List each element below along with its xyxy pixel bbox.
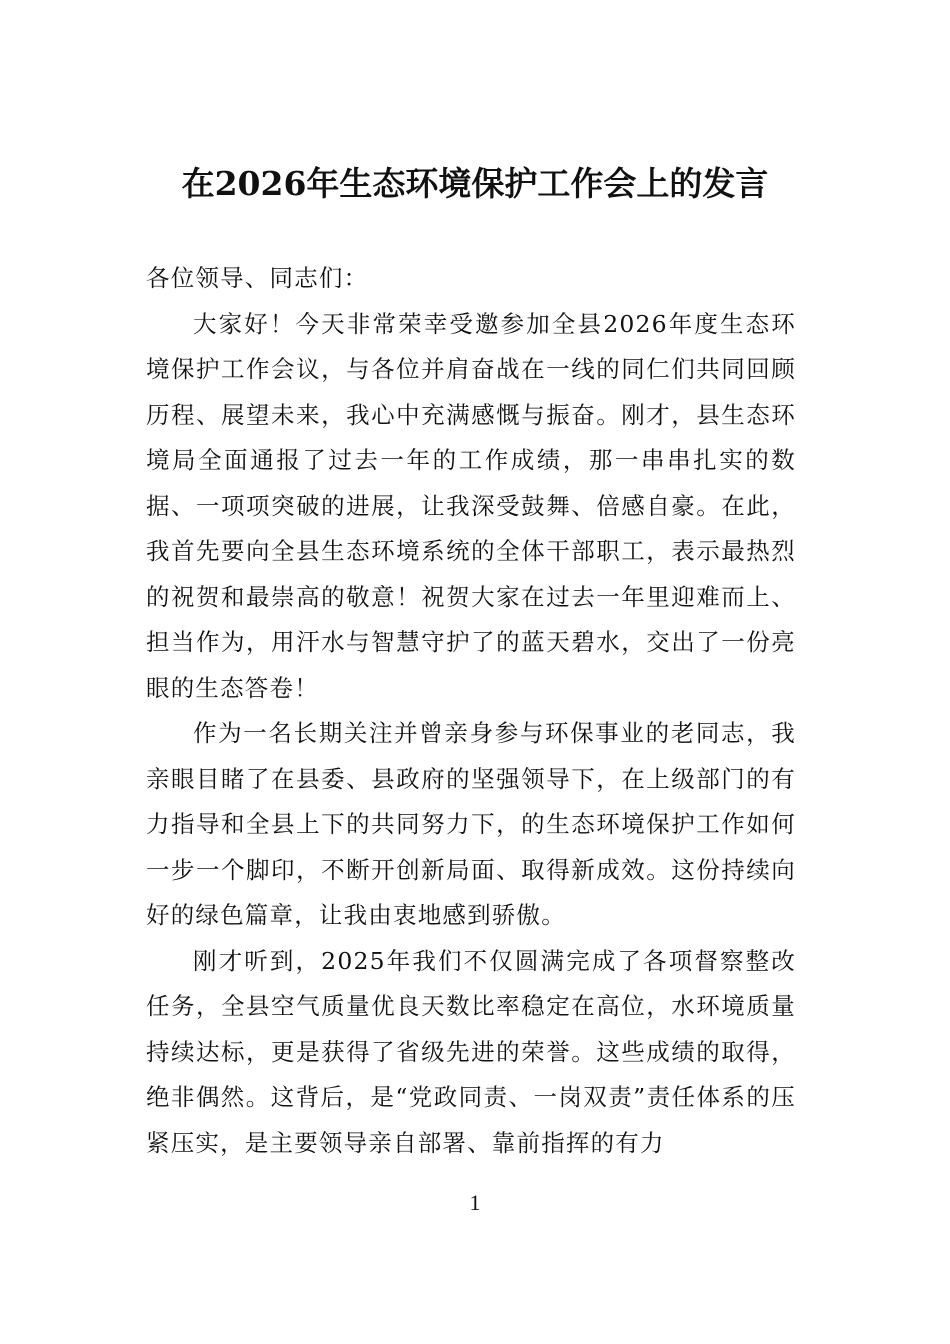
page-number: 1	[469, 1190, 481, 1215]
paragraph-3: 刚才听到，2025年我们不仅圆满完成了各项督察整改任务，全县空气质量优良天数比率稳定在高位，水环境质量持续达标，更是获得了省级先进的荣誉。这些成绩的取得，绝非偶然。这背后，是“党政同责、一岗双责”责任体系的压紧压实，是主要领导亲自部署、靠前指挥的有力	[146, 946, 796, 1157]
paragraph-1: 大家好！今天非常荣幸受邀参加全县2026年度生态环境保护工作会议，与各位并肩奋战在一线的同仁们共同回顾历程、展望未来，我心中充满感慨与振奋。刚才，县生态环境局全面通报了过去一年的工作成绩，那一串串扎实的数据、一项项突破的进展，让我深受鼓舞、倍感自豪。在此，我首先要向全县生态环境系统的全体干部职工，表示最热烈的祝贺和最崇高的敬意！祝贺大家在过去一年里迎难而上、担当作为，用汗水与智慧守护了的蓝天碧水，交出了一份亮眼的生态答卷！	[146, 309, 796, 702]
document-title: 在2026年生态环境保护工作会上的发言	[181, 164, 769, 203]
salutation: 各位领导、同志们：	[146, 264, 369, 292]
paragraph-2: 作为一名长期关注并曾亲身参与环保事业的老同志，我亲眼目睹了在县委、县政府的坚强领导下，在上级部门的有力指导和全县上下的共同努力下，的生态环境保护工作如何一步一个脚印，不断开创新局面、取得新成效。这份持续向好的绿色篇章，让我由衷地感到骄傲。	[146, 719, 796, 929]
document-body	[146, 256, 796, 1166]
